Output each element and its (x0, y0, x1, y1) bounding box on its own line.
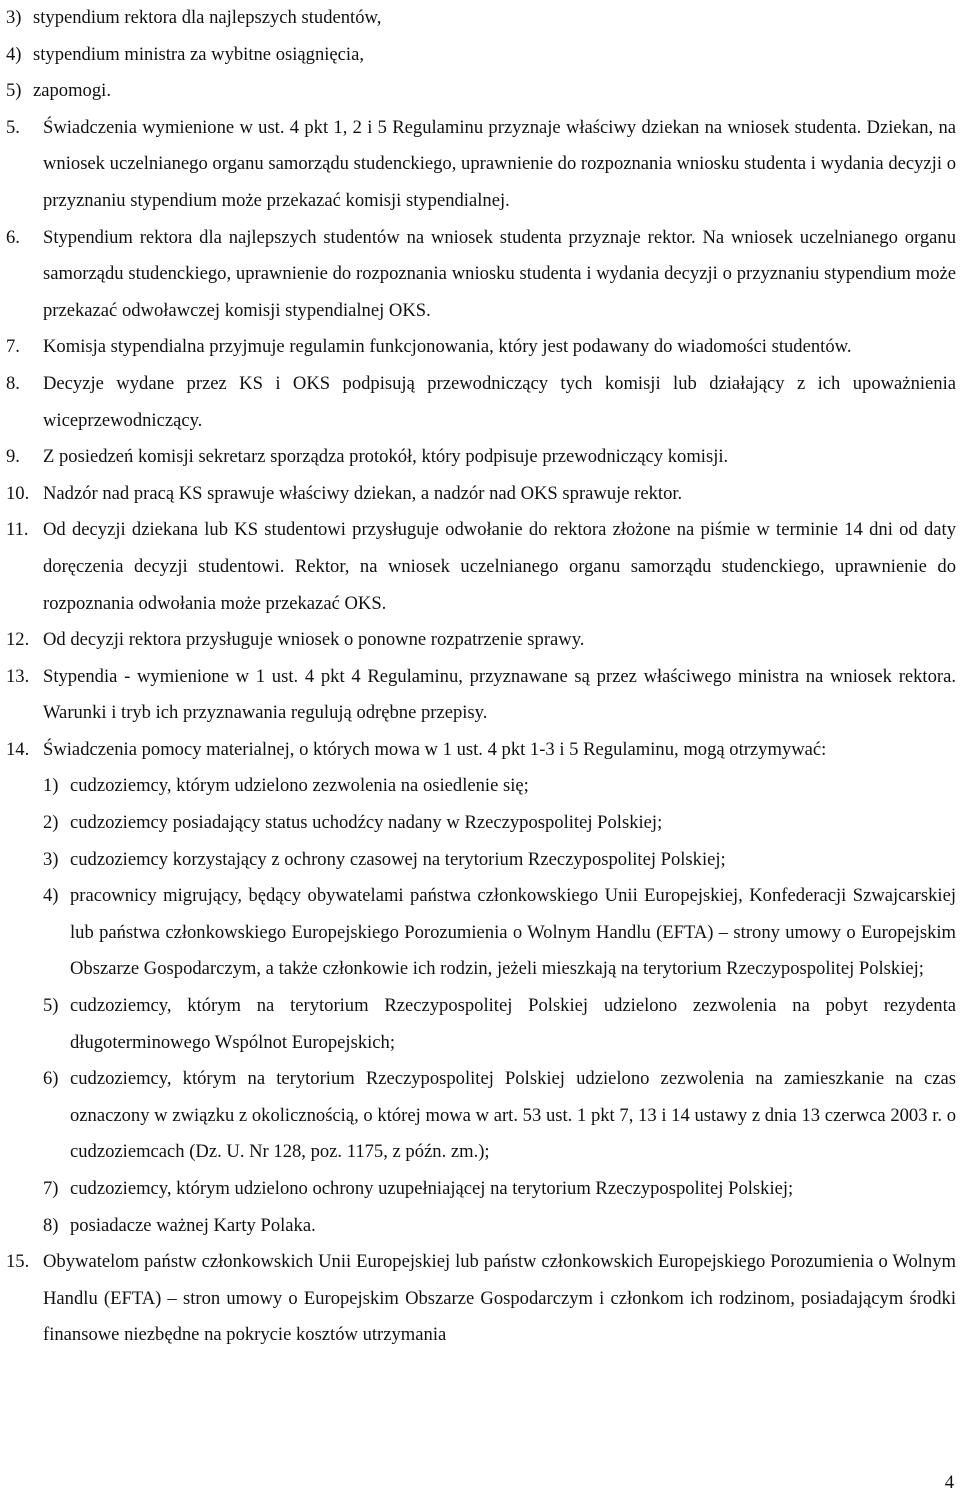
sub-item-text: cudzoziemcy, którym na terytorium Rzeczypospolitej Polskiej udzielono zezwolenia na pobyt rezydenta długoterminowego Wspólnot Europejskich; (70, 995, 956, 1053)
paragraph-12 (6, 622, 956, 659)
list-item-text: stypendium ministra za wybitne osiągnięcia, (33, 43, 364, 65)
list-item-top-3 (6, 0, 956, 37)
sub-item-number: 4) (43, 885, 59, 907)
list-item-number: 5) (6, 80, 22, 102)
paragraph-text: Świadczenia wymienione w ust. 4 pkt 1, 2 i 5 Regulaminu przyznaje właściwy dziekan na wniosek studenta. Dziekan, na wniosek uczelnianego organu samorządu studenckiego, uprawnienie do rozpoznania wniosku studenta i wydania decyzji o przyznaniu stypendium może przekazać komisji stypendialnej. (43, 116, 956, 211)
paragraph-number: 14. (6, 738, 30, 760)
paragraph-9 (6, 439, 956, 476)
paragraph-text: Komisja stypendialna przyjmuje regulamin funkcjonowania, który jest podawany do wiadomości studentów. (43, 336, 852, 358)
sub-item-4 (6, 878, 956, 988)
sub-item-text: cudzoziemcy, którym udzielono ochrony uzupełniającej na terytorium Rzeczypospolitej Polskiej; (70, 1178, 794, 1199)
sub-item-number: 2) (43, 812, 59, 834)
paragraph-15 (6, 1244, 956, 1354)
paragraph-14 (6, 732, 956, 769)
sub-item-text: cudzoziemcy posiadający status uchodźcy nadany w Rzeczypospolitej Polskiej; (70, 812, 663, 834)
list-item-text: zapomogi. (33, 80, 111, 102)
paragraph-13 (6, 659, 956, 732)
sub-item-number: 6) (43, 1068, 59, 1090)
paragraph-5 (6, 110, 956, 220)
sub-item-text: cudzoziemcy, którym na terytorium Rzeczypospolitej Polskiej udzielono zezwolenia na zamieszkanie na czas oznaczony w związku z okolicznością, o której mowa w art. 53 ust. 1 pkt 7, 13 i 14 ustawy z dnia 13 czerwca 2003 r. o cudzoziemcach (Dz. U. Nr 128, poz. 1175, z późn. zm.); (70, 1068, 956, 1163)
paragraph-number: 5. (6, 116, 20, 138)
sub-item-text: posiadacze ważnej Karty Polaka. (70, 1214, 316, 1236)
sub-item-2 (6, 805, 956, 842)
sub-item-text: cudzoziemcy, którym udzielono zezwolenia na osiedlenie się; (70, 775, 529, 797)
paragraph-text: Stypendia - wymienione w 1 ust. 4 pkt 4 Regulaminu, przyznawane są przez właściwego ministra na wniosek rektora. Warunki i tryb ich przyznawania regulują odrębne przepisy. (43, 665, 956, 724)
paragraph-text: Z posiedzeń komisji sekretarz sporządza protokół, który podpisuje przewodniczący komisji. (43, 446, 729, 468)
sub-item-number: 3) (43, 848, 59, 870)
paragraph-number: 7. (6, 336, 20, 358)
paragraph-8 (6, 366, 956, 439)
sub-item-number: 1) (43, 775, 59, 797)
sub-item-text: cudzoziemcy korzystający z ochrony czasowej na terytorium Rzeczypospolitej Polskiej; (70, 848, 726, 870)
paragraph-text: Nadzór nad pracą KS sprawuje właściwy dziekan, a nadzór nad OKS sprawuje rektor. (43, 482, 683, 504)
paragraph-number: 6. (6, 226, 20, 248)
paragraph-text: Od decyzji dziekana lub KS studentowi przysługuje odwołanie do rektora złożone na piśmie w terminie 14 dni od daty doręczenia decyzji studentowi. Rektor, na wniosek uczelnianego organu samorządu studenckiego, uprawnienie do rozpoznania odwołania może przekazać OKS. (43, 519, 956, 614)
paragraph-10 (6, 476, 956, 513)
paragraph-text: Świadczenia pomocy materialnej, o których mowa w 1 ust. 4 pkt 1-3 i 5 Regulaminu, mogą otrzymywać: (43, 738, 827, 760)
paragraph-number: 12. (6, 629, 30, 651)
paragraph-11 (6, 512, 956, 622)
paragraph-number: 11. (6, 519, 29, 541)
sub-item-number: 8) (43, 1214, 59, 1236)
sub-item-6 (6, 1061, 956, 1171)
sub-item-5 (6, 988, 956, 1061)
paragraph-text: Od decyzji rektora przysługuje wniosek o ponowne rozpatrzenie sprawy. (43, 629, 585, 651)
paragraph-number: 8. (6, 372, 20, 394)
list-item-top-4 (6, 37, 956, 74)
sub-item-text: pracownicy migrujący, będący obywatelami państwa członkowskiego Unii Europejskiej, Konfederacji Szwajcarskiej lub państwa członkowskiego Europejskiego Porozumienia o Wolnym Handlu (EFTA) – strony umowy o Europejskim Obszarze Gospodarczym, a także członkowie ich rodzin, jeżeli mieszkają na terytorium Rzeczypospolitej Polskiej; (70, 885, 956, 980)
paragraph-6 (6, 220, 956, 330)
sub-item-3 (6, 842, 956, 879)
paragraph-number: 10. (6, 482, 30, 504)
list-item-number: 4) (6, 43, 22, 65)
sub-item-number: 7) (43, 1178, 59, 1199)
paragraph-number: 15. (6, 1251, 30, 1273)
sub-item-8 (6, 1208, 956, 1245)
sub-item-1 (6, 768, 956, 805)
paragraph-text: Stypendium rektora dla najlepszych studentów na wniosek studenta przyznaje rektor. Na wniosek uczelnianego organu samorządu studenckiego, uprawnienie do rozpoznania wniosku studenta i wydania decyzji o przyznaniu stypendium może przekazać odwoławczej komisji stypendialnej OKS. (43, 226, 956, 321)
paragraph-text: Decyzje wydane przez KS i OKS podpisują przewodniczący tych komisji lub działający z ich upoważnienia wiceprzewodniczący. (43, 372, 956, 431)
list-item-top-5 (6, 73, 956, 110)
sub-item-7 (6, 1171, 956, 1208)
paragraph-7 (6, 329, 956, 366)
sub-item-number: 5) (43, 995, 59, 1017)
paragraph-number: 9. (6, 446, 20, 468)
paragraph-number: 13. (6, 665, 30, 687)
list-item-text: stypendium rektora dla najlepszych studentów, (33, 7, 382, 28)
list-item-number: 3) (6, 7, 22, 28)
page-number: 4 (944, 1472, 954, 1493)
paragraph-text: Obywatelom państw członkowskich Unii Europejskiej lub państw członkowskich Europejskiego Porozumienia o Wolnym Handlu (EFTA) – stron umowy o Europejskim Obszarze Gospodarczym i członkom ich rodzinom, posiadającym środki finansowe niezbędne na pokrycie kosztów utrzymania (43, 1251, 956, 1346)
